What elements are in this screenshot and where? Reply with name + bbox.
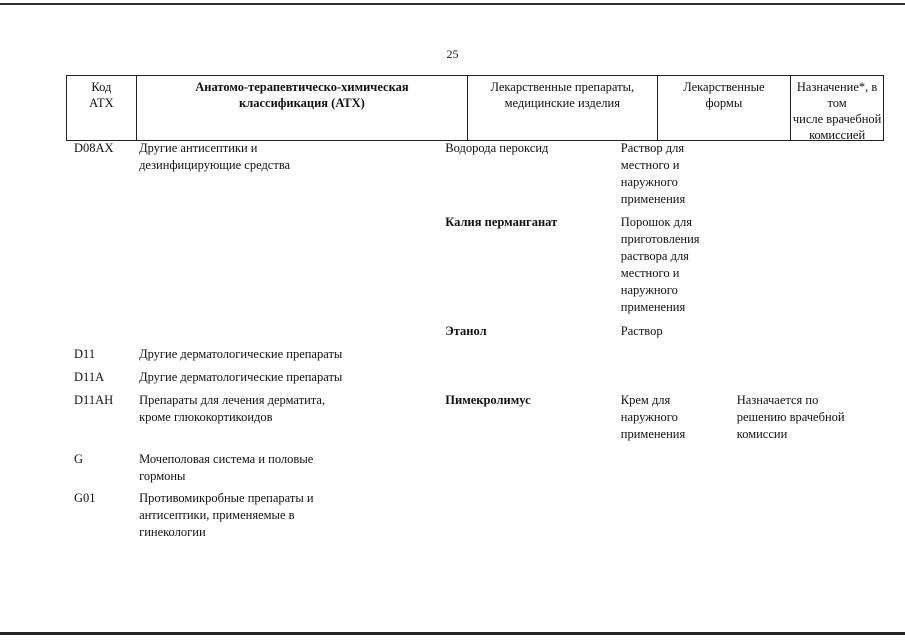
row-classification: Мочеполовая система и половые гормоны — [139, 452, 314, 483]
row-note — [737, 490, 884, 541]
row-note — [737, 323, 884, 340]
row-classification: Противомикробные препараты и антисептики, применяемые в гинекологии — [139, 491, 314, 539]
row-classification: Препараты для лечения дерматита, кроме глюкокортикоидов — [139, 393, 326, 424]
header-drugs: Лекарственные препараты, медицинские изделия — [468, 76, 658, 140]
page-number: 25 — [446, 47, 459, 61]
top-rule — [0, 3, 905, 5]
row-form: Крем для наружного применения — [620, 393, 686, 441]
bottom-rule — [0, 632, 905, 635]
table-row — [66, 392, 884, 443]
table-row — [66, 451, 884, 485]
table-header — [66, 75, 884, 141]
row-drug — [437, 451, 613, 485]
table-row — [66, 346, 884, 363]
row-classification: Другие дерматологические препараты — [139, 370, 343, 384]
row-classification — [131, 323, 437, 340]
row-note — [737, 214, 884, 316]
row-form — [613, 451, 737, 485]
row-form: Раствор — [620, 324, 663, 338]
row-code: D08AX — [74, 141, 114, 155]
header-dosage-forms: Лекарственные формы — [658, 76, 792, 140]
row-drug: Водорода пероксид — [445, 141, 549, 155]
table-row — [66, 490, 884, 541]
row-code — [66, 214, 131, 316]
row-code: G — [74, 452, 84, 466]
table-row — [66, 214, 884, 316]
row-code: D11AH — [74, 393, 114, 407]
row-note — [737, 140, 884, 208]
row-form: Порошок для приготовления раствора для местного и наружного применения — [620, 215, 700, 314]
row-drug — [437, 346, 613, 363]
row-note — [737, 346, 884, 363]
row-drug: Этанол — [445, 324, 487, 338]
row-classification: Другие дерматологические препараты — [139, 347, 343, 361]
row-code: D11 — [74, 347, 96, 361]
row-drug: Калия перманганат — [445, 215, 558, 229]
header-atx-classification: Анатомо-терапевтическо-химическая классификация (АТХ) — [137, 76, 468, 140]
header-prescription: Назначение*, в том числе врачебной комиссией — [792, 80, 882, 142]
row-code — [66, 323, 131, 340]
table-row — [66, 369, 884, 386]
row-drug — [437, 490, 613, 541]
row-classification — [131, 214, 437, 316]
row-note — [737, 451, 884, 485]
row-form — [613, 346, 737, 363]
row-drug: Пимекролимус — [445, 393, 531, 407]
header-code-atx: Код АТХ — [67, 76, 137, 140]
table-row — [66, 140, 884, 208]
row-form — [613, 369, 737, 386]
row-code: G01 — [74, 491, 96, 505]
row-classification: Другие антисептики и дезинфицирующие средства — [139, 141, 291, 172]
row-note: Назначается по решению врачебной комиссии — [736, 393, 845, 441]
table-row — [66, 323, 884, 340]
row-note — [737, 369, 884, 386]
row-form: Раствор для местного и наружного применения — [620, 141, 686, 206]
row-form — [613, 490, 737, 541]
row-code: D11A — [74, 370, 105, 384]
row-drug — [437, 369, 613, 386]
